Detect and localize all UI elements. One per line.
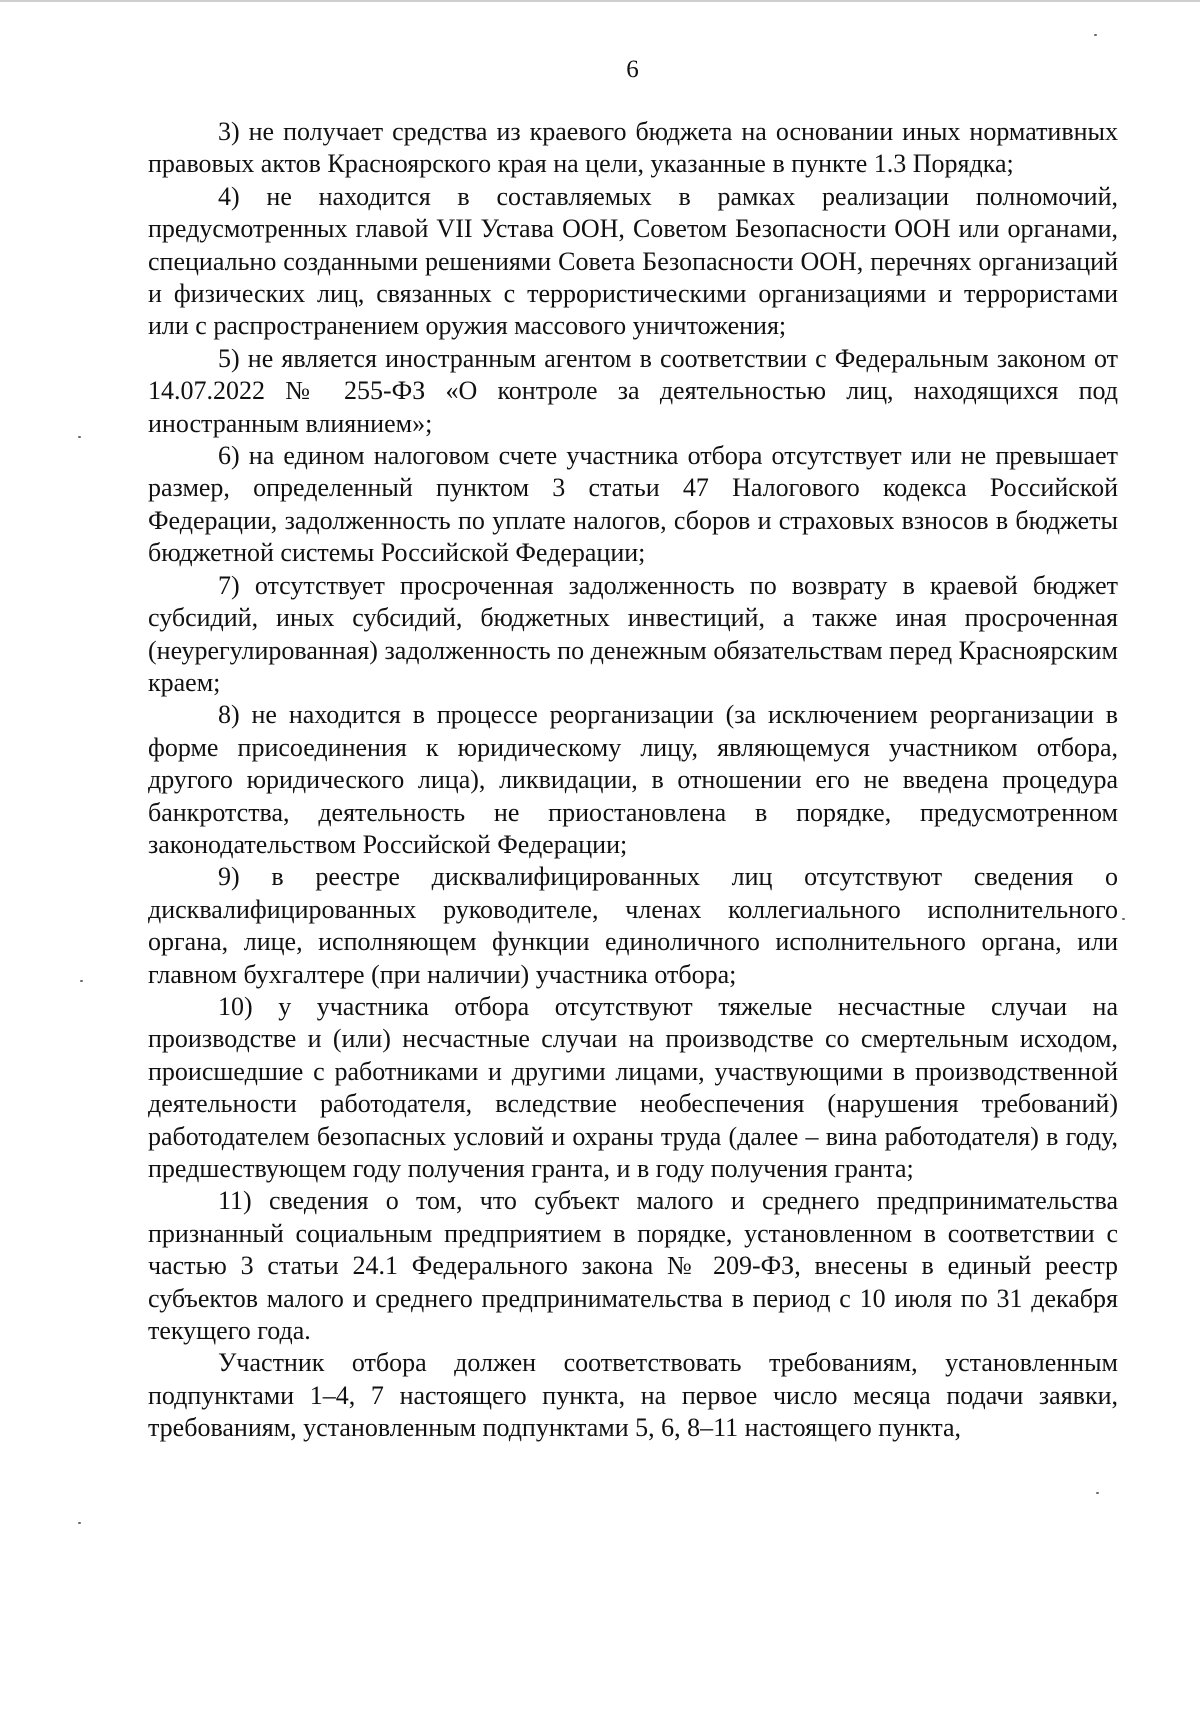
paragraph-item-6: 6) на едином налоговом счете участника отбора отсутствует или не превышает размер, определенный пунктом 3 статьи 47 Налогового кодекса Российской Федерации, задолженность по уплате налогов, сборов и страховых взносов в бюджеты бюджетной системы Российской Федерации; [148, 441, 1118, 568]
page-number: 6 [626, 56, 639, 83]
scan-speck [1122, 918, 1125, 920]
paragraph-item-5: 5) не является иностранным агентом в соответствии с Федеральным законом от 14.07.2022 № 255-ФЗ «О контроле за деятельностью лиц, находящихся под иностранным влиянием»; [148, 343, 1118, 438]
paragraph-closing: Участник отбора должен соответствовать требованиям, установленным подпунктами 1–4, 7 настоящего пункта, на первое число месяца подачи заявки, требованиям, установленным подпунктами 5, 6, 8–11 настоящего пункта, [148, 1348, 1118, 1443]
paragraph-item-8: 8) не находится в процессе реорганизации (за исключением реорганизации в форме присоединения к юридическому лицу, являющемуся участником отбора, другого юридического лица), ликвидации, в отношении его не введена процедура банкротства, деятельность не приостановлена в порядке, предусмотренном законодательством Российской Федерации; [148, 700, 1118, 859]
paragraph-item-4: 4) не находится в составляемых в рамках реализации полномочий, предусмотренных главой VII Устава ООН, Советом Безопасности ООН или органами, специально созданными решениями Совета Безопасности ООН, перечнях организаций и физических лиц, связанных с террористическими организациями и террористами или с распространением оружия массового уничтожения; [148, 181, 1118, 341]
scan-top-edge [0, 0, 1200, 2]
document-body [148, 116, 1118, 1445]
scan-speck [78, 1522, 81, 1524]
paragraph-item-7: 7) отсутствует просроченная задолженность по возврату в краевой бюджет субсидий, иных субсидий, бюджетных инвестиций, а также иная просроченная (неурегулированная) задолженность по денежным обязательствам перед Красноярским краем; [148, 570, 1118, 697]
scan-speck [80, 980, 83, 982]
scan-speck [1096, 1492, 1099, 1494]
scan-speck [1094, 34, 1097, 36]
paragraph-item-10: 10) у участника отбора отсутствуют тяжелые несчастные случаи на производстве и (или) несчастные случаи на производстве со смертельным исходом, происшедшие с работниками и другими лицами, участвующими в производственной деятельности работодателя, вследствие необеспечения (нарушения требований) работодателем безопасных условий и охраны труда (далее – вина работодателя) в году, предшествующем году получения гранта, и в году получения гранта; [148, 991, 1118, 1183]
paragraph-item-11: 11) сведения о том, что субъект малого и среднего предпринимательства признанный социальным предприятием в порядке, установленном в соответствии с частью 3 статьи 24.1 Федерального закона № 209-ФЗ, внесены в единый реестр субъектов малого и среднего предпринимательства в период с 10 июля по 31 декабря текущего года. [148, 1186, 1118, 1346]
scan-speck [78, 436, 81, 438]
paragraph-item-3: 3) не получает средства из краевого бюджета на основании иных нормативных правовых актов Красноярского края на цели, указанные в пункте 1.3 Порядка; [148, 117, 1118, 179]
paragraph-item-9: 9) в реестре дисквалифицированных лиц отсутствуют сведения о дисквалифицированных руководителе, членах коллегиального исполнительного органа, лице, исполняющем функции единоличного исполнительного органа, или главном бухгалтере (при наличии) участника отбора; [148, 862, 1118, 989]
